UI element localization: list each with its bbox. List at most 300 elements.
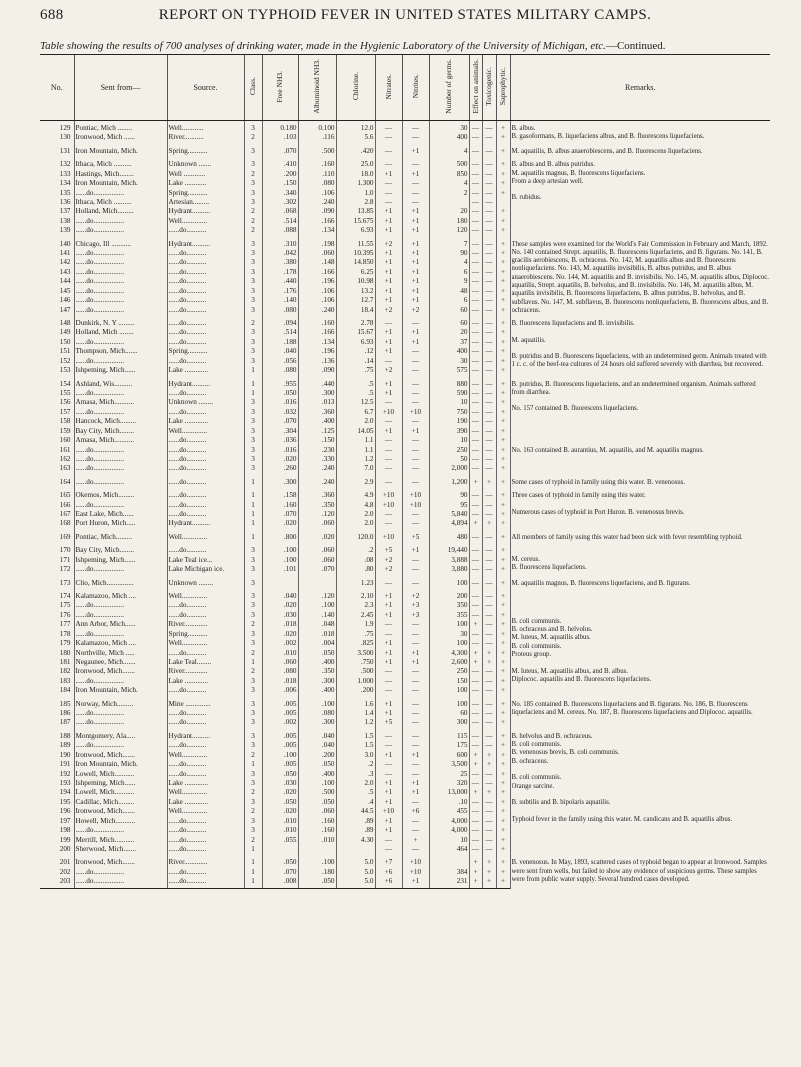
table-cell: 1.4 xyxy=(336,710,375,719)
table-cell: 4.30 xyxy=(336,837,375,846)
table-cell: 131 xyxy=(59,146,71,155)
table-cell: — xyxy=(402,742,429,751)
table-cell: + xyxy=(496,269,510,278)
table-cell: 455 xyxy=(429,808,469,817)
table-cell: + xyxy=(482,650,496,659)
caption-continued: —Continued. xyxy=(605,40,666,52)
table-cell: +1 xyxy=(402,329,429,338)
remarks-text: M. aquatilis, B. albus anaerobiescens, and B. fluorescens liquefaciens. xyxy=(511,147,703,155)
table-cell: .3 xyxy=(336,771,375,780)
table-cell: — xyxy=(469,288,482,297)
table-cell: 44.5 xyxy=(336,808,375,817)
table-cell: 100 xyxy=(429,621,469,630)
table-cell: — xyxy=(402,418,429,427)
table-cell: 4,000 xyxy=(429,827,469,836)
table-cell: ......do................. xyxy=(74,631,167,640)
table-cell: + xyxy=(469,650,482,659)
table-cell: 1.0 xyxy=(336,190,375,199)
table-cell: .300 xyxy=(262,479,298,488)
table-cell: .100 xyxy=(262,557,298,566)
table-cell: Hancock, Mich......... xyxy=(74,418,167,427)
table-cell: Iron Mountain, Mich. xyxy=(74,148,167,157)
table-cell: — xyxy=(482,771,496,780)
table-cell: .180 xyxy=(298,869,336,878)
table-cell: +1 xyxy=(375,278,402,287)
table-cell: .160 xyxy=(298,320,336,329)
table-cell: 3 xyxy=(244,710,262,719)
table-cell: ......do................. xyxy=(74,878,167,888)
table-cell: + xyxy=(496,668,510,677)
table-cell: + xyxy=(496,134,510,143)
column-header: Sent from— xyxy=(74,55,167,121)
table-cell: 173 xyxy=(59,578,71,587)
table-row xyxy=(40,241,770,250)
table-cell: — xyxy=(482,640,496,649)
table-cell: 3 xyxy=(244,557,262,566)
remarks-cell xyxy=(510,161,770,236)
table-cell: +1 xyxy=(375,659,402,668)
table-cell: +1 xyxy=(402,547,429,556)
table-cell: 139 xyxy=(59,226,71,235)
table-cell: — xyxy=(482,218,496,227)
table-cell: +5 xyxy=(402,534,429,543)
table-cell: — xyxy=(375,742,402,751)
table-row xyxy=(40,701,770,710)
table-cell: — xyxy=(375,580,402,589)
table-cell: — xyxy=(482,409,496,418)
table-cell: 3 xyxy=(244,780,262,789)
table-cell: Well.............. xyxy=(167,808,244,817)
table-cell: 1 xyxy=(244,659,262,668)
table-cell: .036 xyxy=(262,437,298,446)
table-cell: + xyxy=(496,612,510,621)
table-row xyxy=(40,320,770,329)
table-cell: — xyxy=(469,719,482,728)
table-cell: — xyxy=(469,171,482,180)
table-cell: 195 xyxy=(59,797,71,806)
table-cell: — xyxy=(469,456,482,465)
table-cell: Amasa, Mich........... xyxy=(74,437,167,446)
table-cell: — xyxy=(402,687,429,696)
table-cell: — xyxy=(402,199,429,208)
table-cell: Kalamazoo, Mich .... xyxy=(74,640,167,649)
table-cell: 196 xyxy=(59,807,71,816)
table-cell: 3 xyxy=(244,742,262,751)
table-cell: ......do........... xyxy=(167,602,244,611)
table-cell: 2 xyxy=(244,789,262,798)
table-cell: 178 xyxy=(59,629,71,638)
table-cell: .070 xyxy=(262,511,298,520)
table-cell: — xyxy=(482,447,496,456)
table-cell: .010 xyxy=(262,650,298,659)
table-cell: — xyxy=(469,148,482,157)
table-cell: + xyxy=(496,621,510,630)
table-cell: 158 xyxy=(59,417,71,426)
table-cell: 0.100 xyxy=(298,125,336,134)
table-cell: .016 xyxy=(262,399,298,408)
table-cell: Howell, Mich........... xyxy=(74,818,167,827)
table-cell: — xyxy=(375,125,402,134)
table-cell: +7 xyxy=(375,859,402,868)
table-cell: 3 xyxy=(244,593,262,602)
table-cell: .200 xyxy=(298,752,336,761)
table-cell: +1 xyxy=(375,171,402,180)
table-cell: — xyxy=(402,456,429,465)
table-cell: 1,200 xyxy=(429,479,469,488)
table-cell: 3,880 xyxy=(429,566,469,575)
table-cell: — xyxy=(469,602,482,611)
table-cell: — xyxy=(469,367,482,376)
table-cell: — xyxy=(482,593,496,602)
table-cell: 100 xyxy=(429,580,469,589)
table-cell: + xyxy=(496,437,510,446)
table-cell xyxy=(262,846,298,855)
table-cell: + xyxy=(496,278,510,287)
table-cell: — xyxy=(402,190,429,199)
column-header xyxy=(262,55,298,121)
table-cell: ......do........... xyxy=(167,650,244,659)
table-cell: 175 xyxy=(59,601,71,610)
table-cell: .050 xyxy=(298,650,336,659)
table-cell: ......do........... xyxy=(167,827,244,836)
table-cell: 4 xyxy=(429,259,469,268)
table-cell: 174 xyxy=(59,591,71,600)
table-cell: .094 xyxy=(262,320,298,329)
table-cell: 3 xyxy=(244,687,262,696)
table-cell: 10 xyxy=(429,399,469,408)
table-cell: +5 xyxy=(375,719,402,728)
table-cell: 390 xyxy=(429,428,469,437)
table-cell: 0.180 xyxy=(262,125,298,134)
table-cell: Iron Mountain, Mich. xyxy=(74,687,167,696)
table-cell: ......do........... xyxy=(167,502,244,511)
table-cell: +1 xyxy=(402,227,429,236)
table-cell: 192 xyxy=(59,769,71,778)
table-cell: +10 xyxy=(402,502,429,511)
column-header xyxy=(469,55,482,121)
table-cell: +1 xyxy=(402,241,429,250)
table-cell: .018 xyxy=(262,678,298,687)
analysis-table xyxy=(40,54,770,889)
table-cell: .10 xyxy=(429,799,469,808)
table-cell: + xyxy=(496,367,510,376)
table-cell: River............. xyxy=(167,668,244,677)
table-cell: + xyxy=(496,320,510,329)
table-cell: 3 xyxy=(244,288,262,297)
table-cell: .050 xyxy=(298,799,336,808)
table-cell: 2.9 xyxy=(336,479,375,488)
table-cell: 4,000 xyxy=(429,818,469,827)
table-cell: + xyxy=(496,479,510,488)
table-cell: 14.05 xyxy=(336,428,375,437)
table-cell: 10.395 xyxy=(336,250,375,259)
table-cell: — xyxy=(482,465,496,474)
table-cell: — xyxy=(402,771,429,780)
table-cell: 2 xyxy=(244,650,262,659)
table-cell: + xyxy=(496,566,510,575)
table-cell: 133 xyxy=(59,169,71,178)
table-cell: 1 xyxy=(244,492,262,501)
table-cell: + xyxy=(496,241,510,250)
remarks-cell xyxy=(510,580,770,589)
table-cell: — xyxy=(469,827,482,836)
table-cell: +1 xyxy=(375,789,402,798)
table-cell: — xyxy=(469,339,482,348)
table-cell: +2 xyxy=(375,307,402,316)
table-cell: — xyxy=(482,180,496,189)
table-row xyxy=(40,381,770,390)
table-cell: Well............ xyxy=(167,125,244,134)
table-cell: .200 xyxy=(336,687,375,696)
table-cell: 159 xyxy=(59,426,71,435)
table-cell: + xyxy=(496,250,510,259)
table-cell: 10 xyxy=(429,437,469,446)
table-cell: ......do........... xyxy=(167,761,244,770)
table-cell: 7.0 xyxy=(336,465,375,474)
table-cell: 3 xyxy=(244,250,262,259)
table-cell: .088 xyxy=(262,227,298,236)
table-cell: +1 xyxy=(375,329,402,338)
table-cell: Artesian......... xyxy=(167,199,244,208)
table-cell: Lake ............. xyxy=(167,780,244,789)
table-cell: .380 xyxy=(262,259,298,268)
remarks-text: B. albus. B. gasoformans, B. liquefaciens albus, and B. fluorescens liquefaciens. xyxy=(511,125,705,141)
table-cell: .050 xyxy=(298,761,336,770)
table-cell: — xyxy=(469,631,482,640)
table-cell: +1 xyxy=(375,799,402,808)
table-cell: ......do................. xyxy=(74,250,167,259)
table-cell: 5.6 xyxy=(336,134,375,143)
table-cell: 19,440 xyxy=(429,547,469,556)
table-cell: 189 xyxy=(59,741,71,750)
table-cell: 12.5 xyxy=(336,399,375,408)
table-cell: Pontiac, Mich ........ xyxy=(74,125,167,134)
column-header-label: Class. xyxy=(248,77,258,96)
table-cell: .240 xyxy=(298,307,336,316)
table-cell: ......do........... xyxy=(167,742,244,751)
table-cell: — xyxy=(469,390,482,399)
table-cell: 880 xyxy=(429,381,469,390)
table-cell: + xyxy=(482,752,496,761)
table-cell: .060 xyxy=(298,557,336,566)
table-cell: 160 xyxy=(59,436,71,445)
table-cell: + xyxy=(496,297,510,306)
table-cell: 3.0 xyxy=(336,752,375,761)
table-row xyxy=(40,733,770,742)
table-cell: — xyxy=(482,687,496,696)
table-cell: Hydrant.......... xyxy=(167,241,244,250)
table-cell: +1 xyxy=(375,218,402,227)
table-cell: 18.4 xyxy=(336,307,375,316)
remarks-cell xyxy=(510,534,770,543)
table-cell: .032 xyxy=(262,409,298,418)
table-cell: 48 xyxy=(429,288,469,297)
table-cell: 13.85 xyxy=(336,208,375,217)
table-cell: — xyxy=(482,733,496,742)
table-cell: .020 xyxy=(298,534,336,543)
table-cell: — xyxy=(482,846,496,855)
table-cell: +1 xyxy=(375,339,402,348)
table-cell: — xyxy=(469,580,482,589)
table-cell: .5 xyxy=(336,381,375,390)
table-cell: 2.10 xyxy=(336,593,375,602)
table-cell: 154 xyxy=(59,379,71,388)
table-cell: .160 xyxy=(298,818,336,827)
table-cell: +1 xyxy=(375,827,402,836)
table-cell: .018 xyxy=(298,631,336,640)
table-cell xyxy=(298,846,336,855)
table-cell: — xyxy=(482,125,496,134)
table-cell: — xyxy=(402,348,429,357)
table-cell: 202 xyxy=(59,867,71,876)
table-cell: — xyxy=(469,808,482,817)
table-cell: — xyxy=(375,837,402,846)
table-cell: — xyxy=(482,390,496,399)
table-cell: 3 xyxy=(244,259,262,268)
table-cell: .106 xyxy=(298,288,336,297)
table-cell: — xyxy=(482,199,496,208)
table-cell: — xyxy=(482,534,496,543)
table-cell: — xyxy=(375,161,402,170)
caption-text: Table showing the results of 700 analyses of drinking water, made in the Hygienic Laboratory of the University of Michigan, etc. xyxy=(40,40,606,52)
table-cell: — xyxy=(375,437,402,446)
table-cell: 20 xyxy=(429,208,469,217)
table-cell: — xyxy=(402,761,429,770)
table-cell: ......do........... xyxy=(167,320,244,329)
table-cell: 20 xyxy=(429,329,469,338)
table-cell: + xyxy=(469,479,482,488)
table-cell: .005 xyxy=(262,742,298,751)
table-cell: +1 xyxy=(402,339,429,348)
table-cell: + xyxy=(496,742,510,751)
table-cell: .040 xyxy=(262,348,298,357)
table-cell: .080 xyxy=(262,367,298,376)
table-cell: — xyxy=(482,418,496,427)
table-cell: 50 xyxy=(429,456,469,465)
table-cell: 145 xyxy=(59,286,71,295)
table-cell: + xyxy=(469,761,482,770)
table-cell: 1 xyxy=(244,520,262,529)
table-cell: 199 xyxy=(59,835,71,844)
table-cell: + xyxy=(496,859,510,868)
table-cell: — xyxy=(469,534,482,543)
table-cell: — xyxy=(469,640,482,649)
table-cell: +1 xyxy=(402,269,429,278)
table-cell: 7 xyxy=(429,241,469,250)
remarks-text: No. 185 contained B. fluorescens liquefaciens and B. figurans. No. 186, B. fluorescens liquefaciens and M. cereus. No. 187, B. fluorescens liquefaciens and Diplococ. aquatilis. xyxy=(511,700,753,716)
table-cell: + xyxy=(496,650,510,659)
table-cell: + xyxy=(496,399,510,408)
table-cell: 6 xyxy=(429,297,469,306)
table-cell: Amasa, Mich........... xyxy=(74,399,167,408)
table-cell: + xyxy=(496,719,510,728)
table-cell: — xyxy=(402,631,429,640)
table-cell: .018 xyxy=(262,621,298,630)
table-cell: 750 xyxy=(429,409,469,418)
table-cell: 100 xyxy=(429,640,469,649)
remarks-text: All members of family using this water had been sick with fever resembling typhoid. xyxy=(511,533,743,541)
table-cell: .300 xyxy=(298,678,336,687)
table-cell: .89 xyxy=(336,827,375,836)
table-cell: — xyxy=(482,799,496,808)
table-cell: 181 xyxy=(59,657,71,666)
table-cell: .350 xyxy=(298,502,336,511)
table-cell: 1.2 xyxy=(336,719,375,728)
table-row xyxy=(40,580,770,589)
column-header xyxy=(496,55,510,121)
table-cell: .166 xyxy=(298,329,336,338)
table-cell: .166 xyxy=(298,269,336,278)
table-cell: ......do................. xyxy=(74,297,167,306)
table-cell: 3 xyxy=(244,447,262,456)
table-cell: .80 xyxy=(336,566,375,575)
table-cell: +2 xyxy=(402,307,429,316)
table-cell: — xyxy=(482,250,496,259)
table-cell: — xyxy=(469,502,482,511)
table-cell: .020 xyxy=(262,631,298,640)
table-cell: 5.0 xyxy=(336,859,375,868)
table-cell: +1 xyxy=(375,701,402,710)
table-cell: ......do................. xyxy=(74,447,167,456)
column-header-label: Effect on animals. xyxy=(470,59,480,114)
remarks-cell xyxy=(510,381,770,475)
table-cell: +1 xyxy=(375,602,402,611)
table-cell: 12.0 xyxy=(336,125,375,134)
table-cell: .110 xyxy=(298,171,336,180)
table-cell: — xyxy=(375,631,402,640)
table-row xyxy=(40,479,770,488)
table-cell: .005 xyxy=(262,733,298,742)
table-cell: — xyxy=(402,701,429,710)
table-cell: — xyxy=(469,837,482,846)
remarks-cell xyxy=(510,593,770,697)
table-cell: .005 xyxy=(262,761,298,770)
table-cell: Hydrant.......... xyxy=(167,733,244,742)
table-cell: +10 xyxy=(375,492,402,501)
table-cell: Lake Teal........ xyxy=(167,659,244,668)
table-cell: + xyxy=(482,789,496,798)
table-cell: 179 xyxy=(59,639,71,648)
table-cell: 137 xyxy=(59,207,71,216)
table-cell: .400 xyxy=(298,771,336,780)
table-cell: ......do........... xyxy=(167,465,244,474)
table-cell: .070 xyxy=(262,418,298,427)
table-cell: — xyxy=(482,557,496,566)
table-row xyxy=(40,161,770,170)
table-cell: + xyxy=(496,710,510,719)
table-cell: +10 xyxy=(375,502,402,511)
table-cell: + xyxy=(482,761,496,770)
table-cell: Spring........... xyxy=(167,631,244,640)
table-cell: Ishpeming, Mich...... xyxy=(74,780,167,789)
table-cell: — xyxy=(482,437,496,446)
table-cell: ......do................. xyxy=(74,278,167,287)
table-cell: 200 xyxy=(59,844,71,853)
table-cell: .004 xyxy=(298,640,336,649)
table-cell: — xyxy=(482,668,496,677)
table-cell: +1 xyxy=(375,612,402,621)
table-cell: Merrill, Mich........... xyxy=(74,837,167,846)
table-cell: + xyxy=(496,761,510,770)
table-cell: — xyxy=(469,701,482,710)
table-cell: — xyxy=(375,520,402,529)
table-cell: .100 xyxy=(298,859,336,868)
table-cell: 3 xyxy=(244,437,262,446)
table-cell: + xyxy=(496,659,510,668)
table-cell: .196 xyxy=(298,348,336,357)
table-cell: .302 xyxy=(262,199,298,208)
table-cell: .300 xyxy=(298,390,336,399)
